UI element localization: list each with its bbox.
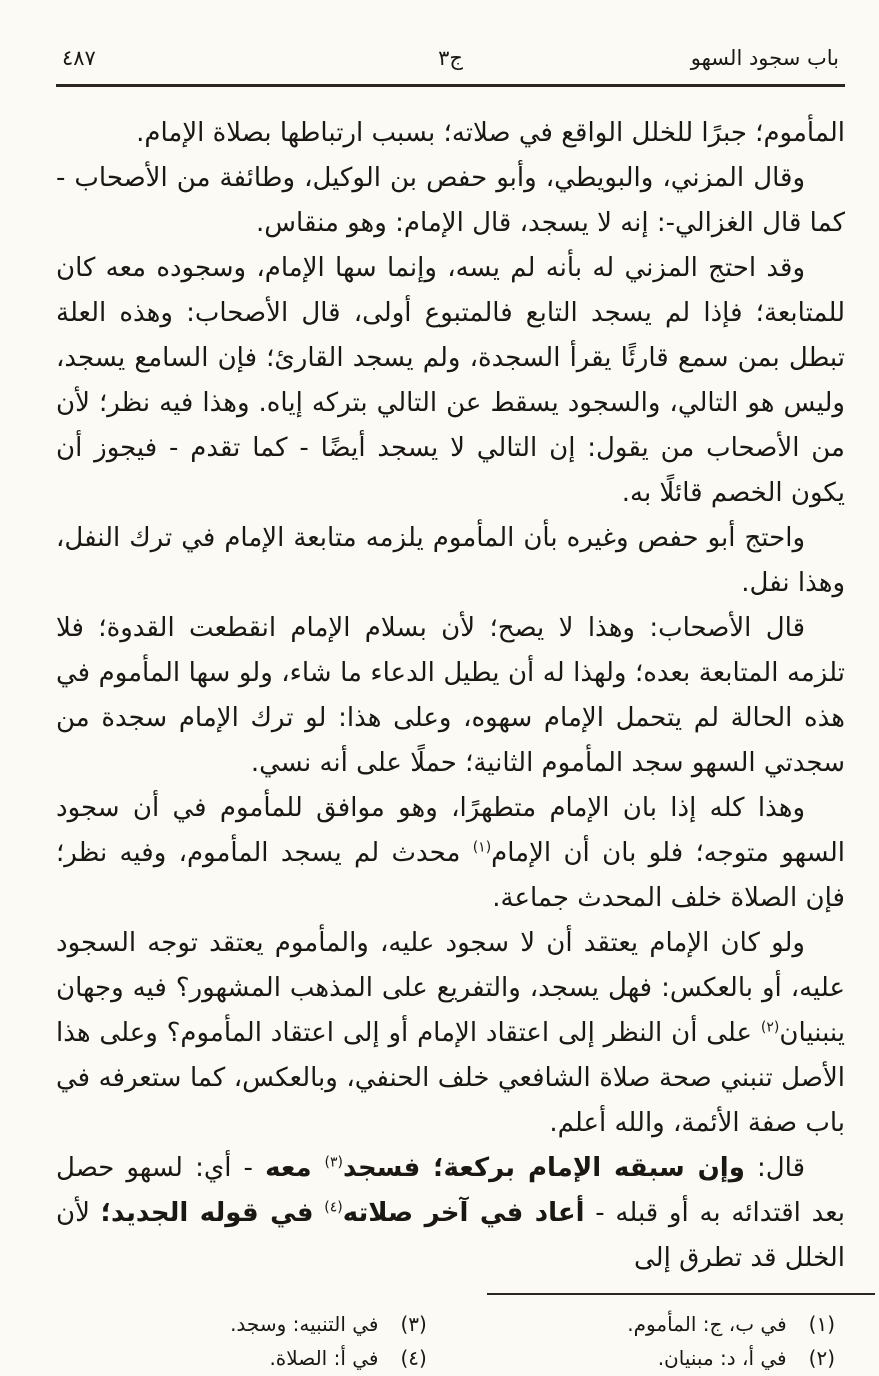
paragraph: [56, 921, 845, 1146]
footnote: [56, 1341, 427, 1375]
footnote-marker: (٣): [400, 1312, 427, 1336]
text-run: وقال المزني، والبويطي، وأبو حفص بن الوكيل، وطائفة من الأصحاب - كما قال الغزالي-: إنه لا يسجد، قال الإمام: وهو منقاس.: [56, 163, 845, 238]
text-run: أعاد في آخر صلاته: [342, 1198, 585, 1228]
footnote-ref: (١): [472, 839, 492, 856]
text-run: في قوله الجديد؛: [100, 1198, 314, 1228]
text-run: على أن النظر إلى اعتقاد الإمام أو إلى اعتقاد المأموم؟ وعلى هذا الأصل تنبني صحة صلاة الشافعي خلف الحنفي، وبالعكس، كما ستعرفه في باب صفة الأئمة، والله أعلم.: [56, 1018, 845, 1138]
footnote-marker: (٢): [808, 1346, 835, 1370]
text-run: ولو كان الإمام يعتقد أن لا سجود عليه، والمأموم يعتقد توجه السجود عليه، أو بالعكس: فهل يسجد، والتفريع على المذهب المشهور؟ فيه وجهان ينبنيان: [56, 928, 845, 1048]
volume-label: ج٣: [438, 46, 463, 70]
text-run: قال:: [744, 1153, 805, 1183]
paragraph: [56, 1146, 845, 1281]
text-run: - أي: لسهو حصل بعد اقتدائه به أو قبله -: [56, 1153, 846, 1228]
footnotes-left: [56, 1307, 427, 1375]
text-run: وهذا كله إذا بان الإمام متطهرًا، وهو موافق للمأموم في أن سجود السهو متوجه؛ فلو بان أن الإمام: [56, 793, 845, 868]
text-run: لأن الخلل قد تطرق إلى: [56, 1198, 845, 1273]
text-run: وإن سبقه الإمام بركعة؛ فسجد: [342, 1153, 745, 1183]
footnote-ref: (٤): [324, 1199, 343, 1216]
footnote: [427, 1307, 835, 1341]
text-run: المأموم؛ جبرًا للخلل الواقع في صلاته؛ بسبب ارتباطها بصلاة الإمام.: [136, 118, 845, 148]
paragraph: [56, 246, 845, 516]
paragraph: [56, 516, 845, 606]
text-run: معه: [265, 1153, 325, 1183]
text-run: قال الأصحاب: وهذا لا يصح؛ لأن بسلام الإمام انقطعت القدوة؛ فلا تلزمه المتابعة بعده؛ ولهذا له أن يطيل الدعاء ما شاء، ولو سها المأموم في هذه الحالة لم يتحمل الإمام سهوه، وعلى هذا: لو ترك الإمام سجدة من سجدتي السهو سجد المأموم الثانية؛ حملًا على أنه نسي.: [56, 613, 845, 778]
footnote-text: في التنبيه: وسجد.: [230, 1312, 379, 1336]
footnote-ref: (٢): [760, 1019, 780, 1036]
text-run: واحتج أبو حفص وغيره بأن المأموم يلزمه متابعة الإمام في ترك النفل، وهذا نفل.: [56, 523, 845, 598]
footnote: [56, 1307, 427, 1341]
footnote: [427, 1341, 835, 1375]
footnote-text: في أ: الصلاة.: [269, 1346, 379, 1370]
footnote-separator: [487, 1293, 875, 1295]
footnote-marker: (١): [808, 1312, 835, 1336]
footnotes: [56, 1307, 845, 1375]
paragraph: [56, 156, 845, 246]
paragraph: [56, 111, 845, 156]
footnotes-right: [427, 1307, 845, 1375]
paragraph: [56, 786, 845, 921]
page-number: ٤٨٧: [62, 46, 96, 70]
text-run: محدث لم يسجد المأموم، وفيه نظر؛ فإن الصلاة خلف المحدث جماعة.: [56, 838, 845, 913]
footnote-marker: (٤): [400, 1346, 427, 1370]
footnote-text: في أ، د: مبنيان.: [657, 1346, 787, 1370]
chapter-title: باب سجود السهو: [690, 46, 839, 70]
body-text: [56, 111, 845, 1281]
paragraph: [56, 606, 845, 786]
footnote-text: في ب، ج: المأموم.: [627, 1312, 787, 1336]
footnote-ref: (٣): [324, 1154, 343, 1171]
text-run: وقد احتج المزني له بأنه لم يسه، وإنما سها الإمام، وسجوده معه كان للمتابعة؛ فإذا لم يسجد التابع فالمتبوع أولى، قال الأصحاب: وهذه العلة تبطل بمن سمع قارئًا يقرأ السجدة، ولم يسجد القارئ؛ فإن السامع يسجد، وليس هو التالي، والسجود يسقط عن التالي بتركه إياه. وهذا فيه نظر؛ لأن من الأصحاب من يقول: إن التالي لا يسجد أيضًا - كما تقدم - فيجوز أن يكون الخصم قائلًا به.: [56, 253, 845, 508]
page-header: [56, 46, 845, 87]
text-run: [313, 1198, 324, 1228]
